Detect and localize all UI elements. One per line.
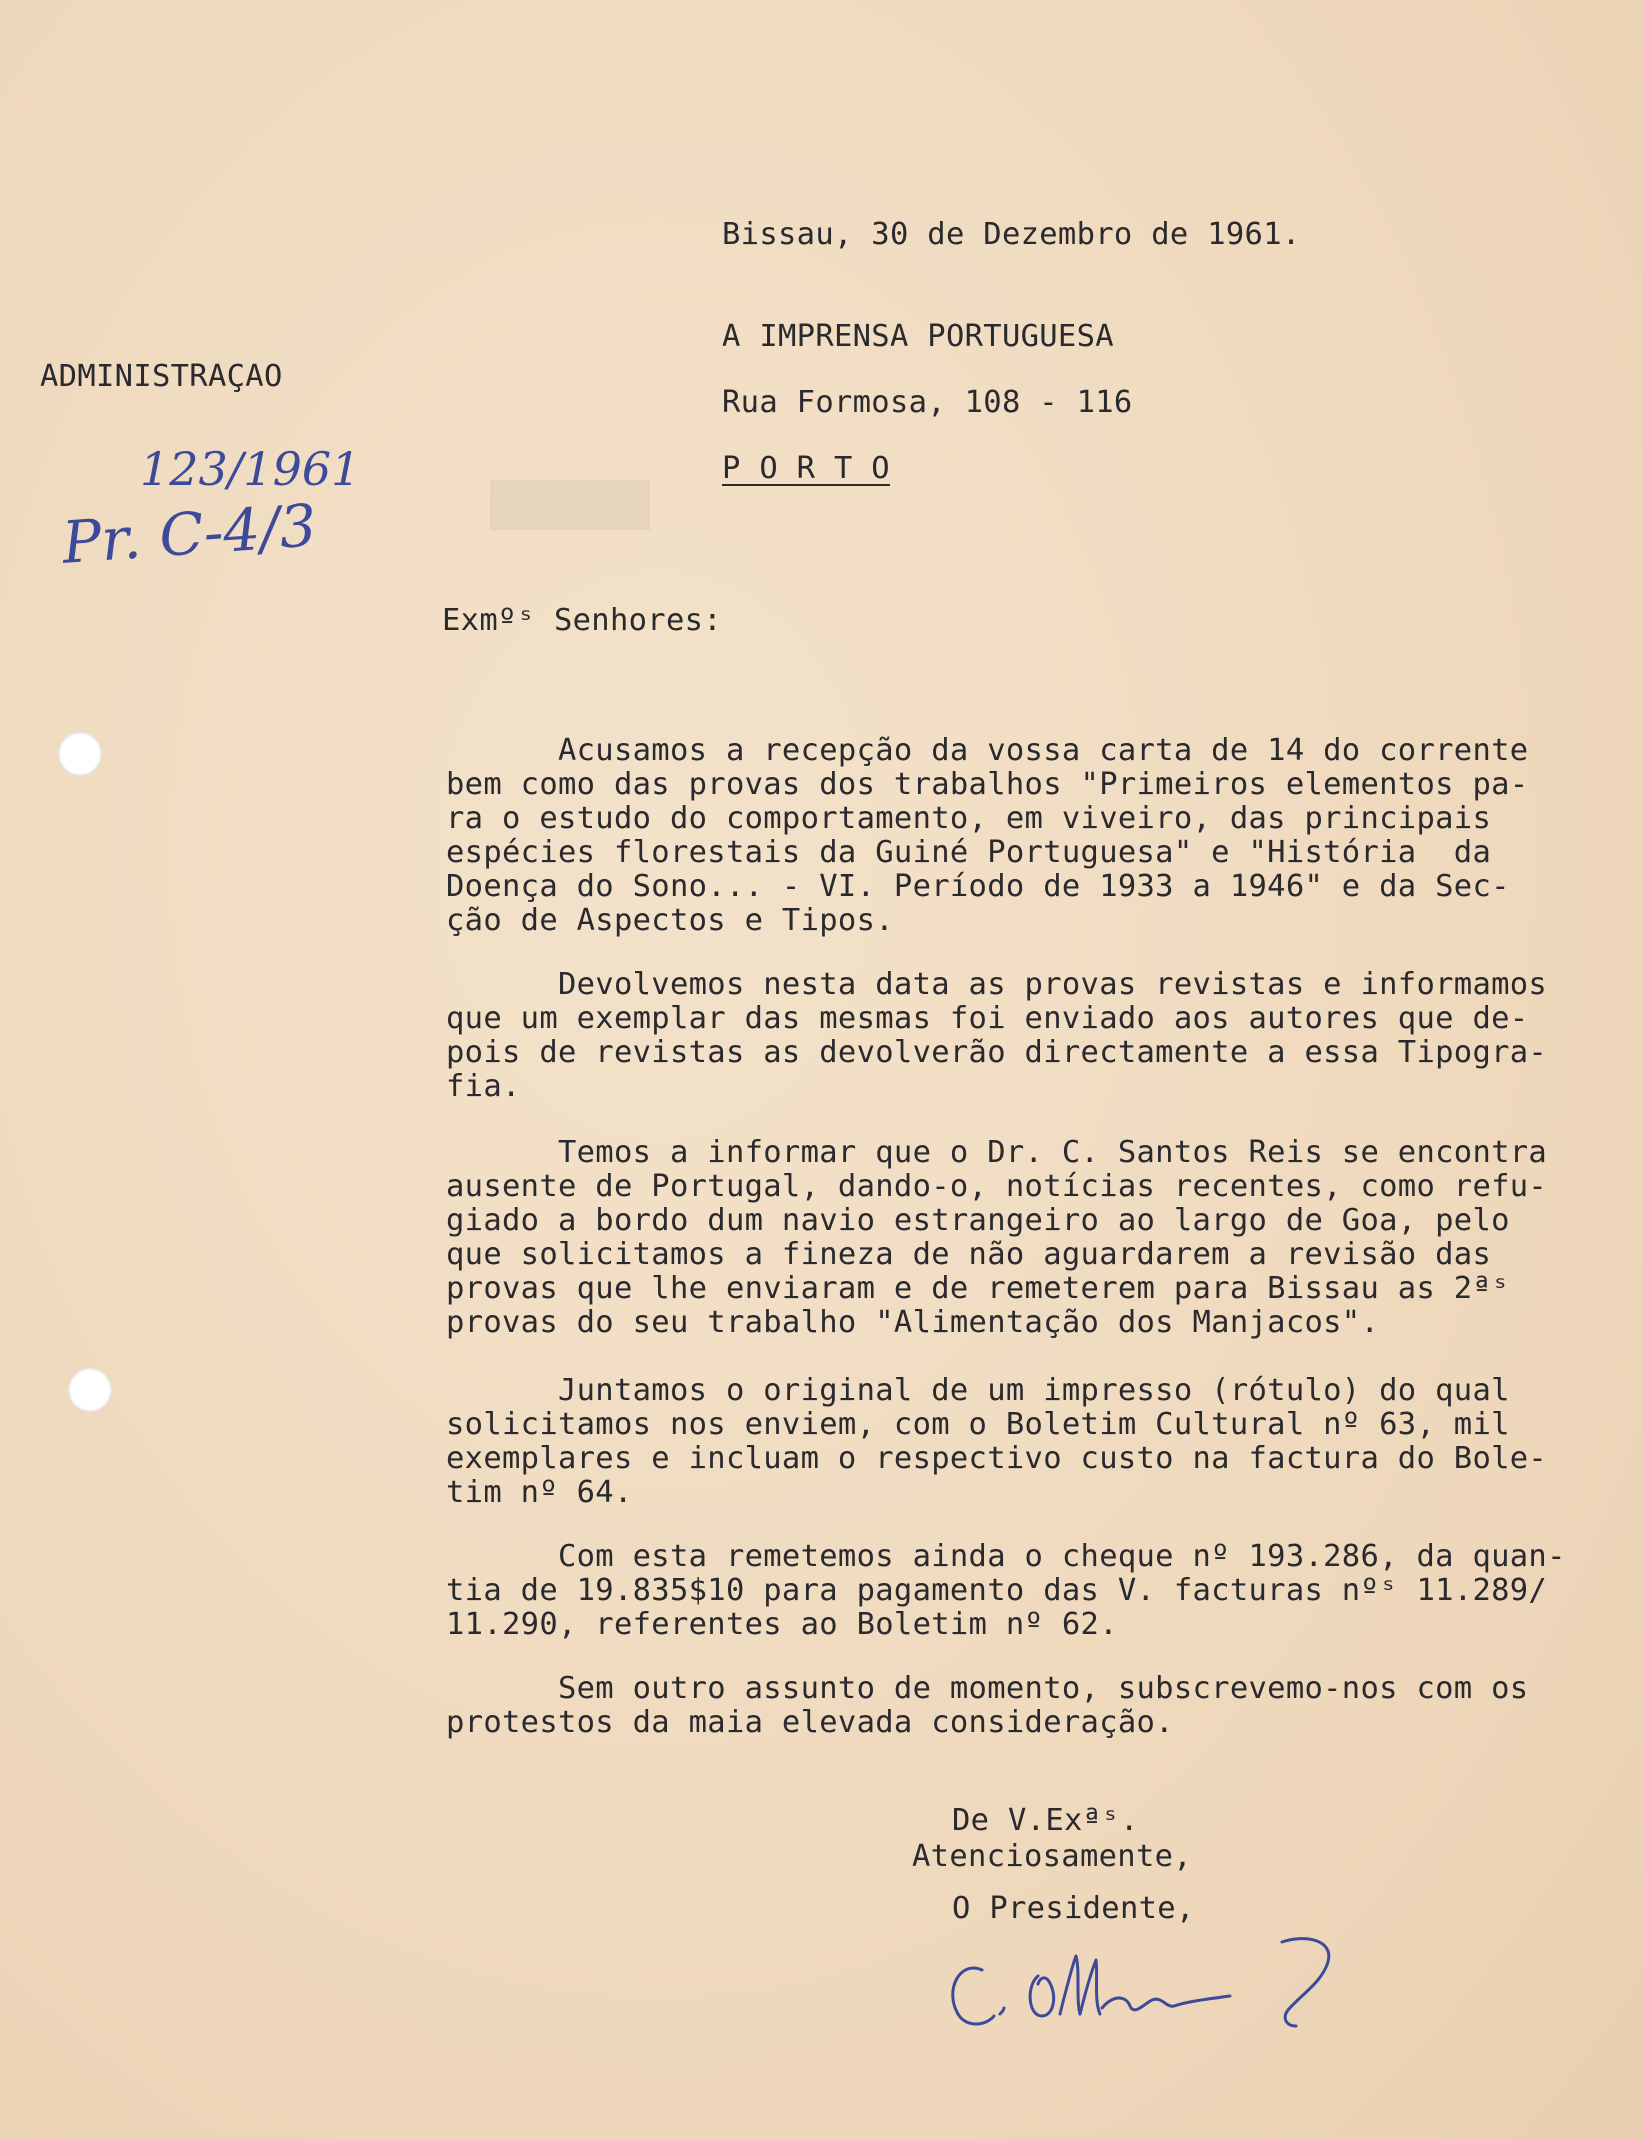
closing-line-2: Atenciosamente, bbox=[912, 1839, 1192, 1874]
text-line: Com esta remetemos ainda o cheque nº 193.286, da quan- bbox=[446, 1539, 1566, 1574]
text-line: Acusamos a recepção da vossa carta de 14 do corrente bbox=[446, 733, 1529, 768]
text-line: que solicitamos a fineza de não aguardarem a revisão das bbox=[446, 1237, 1492, 1272]
department-label: ADMINISTRAÇAO bbox=[40, 359, 283, 394]
date-line: Bissau, 30 de Dezembro de 1961. bbox=[722, 217, 1301, 252]
text-line: provas do seu trabalho "Alimentação dos Manjacos". bbox=[446, 1305, 1380, 1340]
text-line: exemplares e incluam o respectivo custo na factura do Bole- bbox=[446, 1441, 1548, 1476]
text-line: protestos da maia elevada consideração. bbox=[446, 1705, 1174, 1740]
text-line: ausente de Portugal, dando-o, notícias recentes, como refu- bbox=[446, 1169, 1548, 1204]
text-line: solicitamos nos enviem, com o Boletim Cultural nº 63, mil bbox=[446, 1407, 1510, 1442]
paragraph-3 bbox=[446, 1136, 1547, 1340]
text-line: espécies florestais da Guiné Portuguesa" e "História da bbox=[446, 835, 1492, 870]
text-line: Juntamos o original de um impresso (rótulo) do qual bbox=[446, 1373, 1510, 1408]
text-line: provas que lhe enviaram e de remeterem para Bissau as 2ªˢ bbox=[446, 1271, 1510, 1306]
text-line: giado a bordo dum navio estrangeiro ao largo de Goa, pelo bbox=[446, 1203, 1510, 1238]
salutation: Exmºˢ Senhores: bbox=[442, 603, 722, 638]
recipient-address: Rua Formosa, 108 - 116 bbox=[722, 385, 1133, 420]
text-line: tia de 19.835$10 para pagamento das V. facturas nºˢ 11.289/ bbox=[446, 1573, 1548, 1608]
faint-stain bbox=[490, 480, 650, 530]
paragraph-6 bbox=[446, 1672, 1528, 1740]
handwritten-ref-number: 123/1961 bbox=[140, 442, 361, 496]
text-line: fia. bbox=[446, 1069, 521, 1104]
text-line: Doença do Sono... - VI. Período de 1933 a 1946" e da Sec- bbox=[446, 869, 1510, 904]
punch-hole-top bbox=[58, 732, 102, 776]
text-line: Temos a informar que o Dr. C. Santos Reis se encontra bbox=[446, 1135, 1548, 1170]
recipient-name: A IMPRENSA PORTUGUESA bbox=[722, 319, 1114, 354]
text-line: bem como das provas dos trabalhos "Primeiros elementos pa- bbox=[446, 767, 1529, 802]
text-line: Sem outro assunto de momento, subscrevemo-nos com os bbox=[446, 1671, 1529, 1706]
handwritten-proc-ref: Pr. C-4/3 bbox=[59, 491, 319, 577]
closing-line-1: De V.Exªˢ. bbox=[952, 1803, 1139, 1838]
text-line: Devolvemos nesta data as provas revistas e informamos bbox=[446, 967, 1548, 1002]
text-line: tim nº 64. bbox=[446, 1475, 633, 1510]
closing-line-3: O Presidente, bbox=[952, 1891, 1195, 1926]
signature bbox=[930, 1930, 1370, 2060]
text-line: 11.290, referentes ao Boletim nº 62. bbox=[446, 1607, 1118, 1642]
text-line: que um exemplar das mesmas foi enviado aos autores que de- bbox=[446, 1001, 1529, 1036]
recipient-city: P O R T O bbox=[722, 451, 890, 486]
paragraph-2 bbox=[446, 968, 1547, 1104]
text-line: pois de revistas as devolverão directamente a essa Tipogra- bbox=[446, 1035, 1548, 1070]
paragraph-4 bbox=[446, 1374, 1547, 1510]
text-line: ção de Aspectos e Tipos. bbox=[446, 903, 894, 938]
text-line: ra o estudo do comportamento, em viveiro, das principais bbox=[446, 801, 1492, 836]
punch-hole-bottom bbox=[68, 1368, 112, 1412]
paragraph-1 bbox=[446, 734, 1528, 938]
paragraph-5 bbox=[446, 1540, 1566, 1642]
